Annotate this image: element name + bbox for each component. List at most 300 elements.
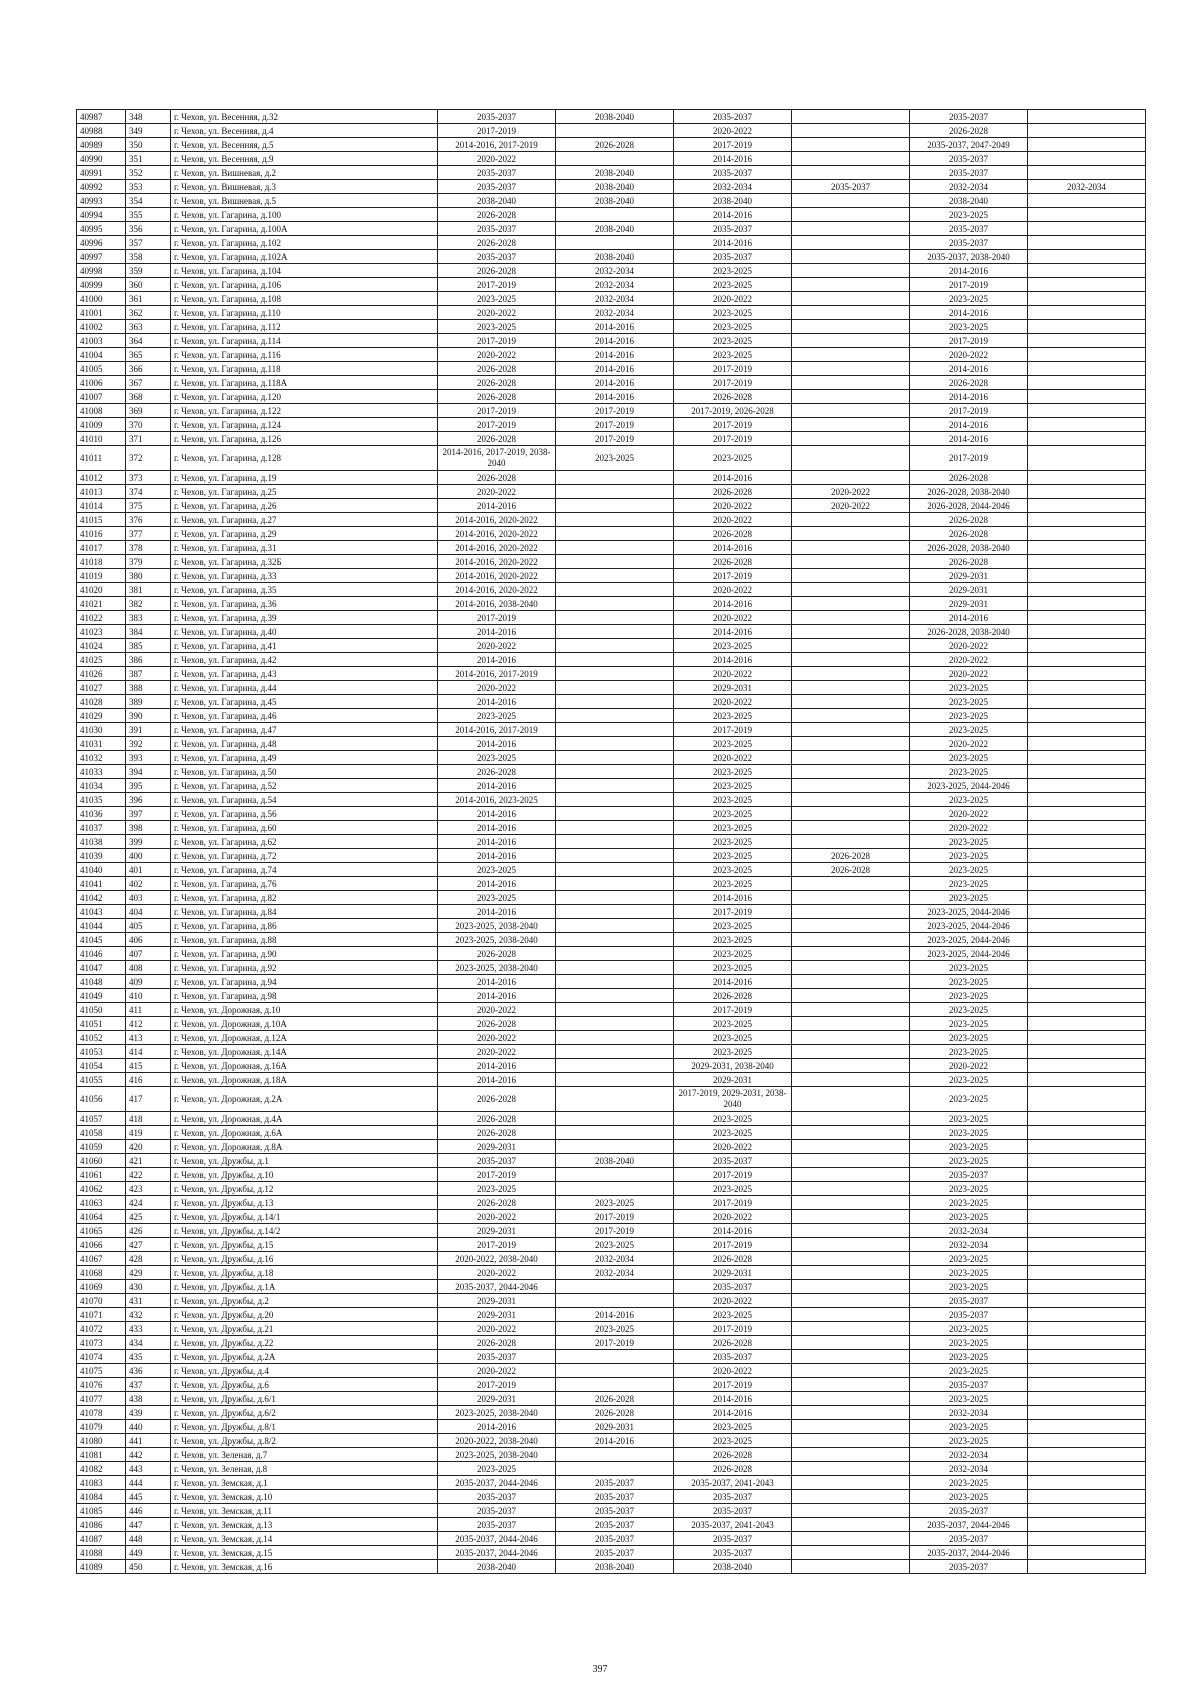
- table-cell: 430: [126, 1280, 171, 1294]
- table-cell: 2035-2037: [674, 222, 792, 236]
- table-cell: 448: [126, 1532, 171, 1546]
- table-cell: 41065: [77, 1224, 126, 1238]
- table-cell: [1028, 807, 1146, 821]
- table-cell: 2023-2025: [910, 877, 1028, 891]
- table-row: [77, 180, 1146, 194]
- table-cell: 2014-2016: [556, 1434, 674, 1448]
- table-cell: 2017-2019: [438, 1168, 556, 1182]
- table-cell: г. Чехов, ул. Гагарина, д.114: [171, 334, 438, 348]
- table-cell: 2023-2025: [910, 1196, 1028, 1210]
- table-cell: 41019: [77, 569, 126, 583]
- table-cell: 364: [126, 334, 171, 348]
- table-cell: [1028, 1112, 1146, 1126]
- table-cell: 41089: [77, 1560, 126, 1574]
- table-cell: 41023: [77, 625, 126, 639]
- table-cell: 2017-2019: [674, 905, 792, 919]
- table-cell: 2020-2022: [438, 348, 556, 362]
- table-cell: 2032-2034: [556, 306, 674, 320]
- table-cell: 2023-2025: [910, 1252, 1028, 1266]
- table-cell: г. Чехов, ул. Дружбы, д.14/1: [171, 1210, 438, 1224]
- table-cell: 2038-2040: [556, 166, 674, 180]
- table-cell: 2017-2019: [556, 1224, 674, 1238]
- table-cell: [556, 933, 674, 947]
- table-cell: 362: [126, 306, 171, 320]
- table-cell: г. Чехов, ул. Дружбы, д.15: [171, 1238, 438, 1252]
- table-cell: 2023-2025: [910, 975, 1028, 989]
- table-cell: 2014-2016, 2023-2025: [438, 793, 556, 807]
- table-cell: 2023-2025: [674, 264, 792, 278]
- table-cell: 419: [126, 1126, 171, 1140]
- table-cell: 375: [126, 499, 171, 513]
- table-row: [77, 124, 1146, 138]
- table-cell: 2023-2025: [674, 961, 792, 975]
- table-cell: 2026-2028: [438, 1017, 556, 1031]
- table-cell: г. Чехов, ул. Дружбы, д.6: [171, 1378, 438, 1392]
- table-cell: 2014-2016: [674, 541, 792, 555]
- table-cell: 2014-2016, 2020-2022: [438, 569, 556, 583]
- table-cell: 389: [126, 695, 171, 709]
- table-cell: 2017-2019: [674, 1003, 792, 1017]
- table-cell: 2023-2025: [438, 1182, 556, 1196]
- table-cell: г. Чехов, ул. Дружбы, д.14/2: [171, 1224, 438, 1238]
- table-row: [77, 737, 1146, 751]
- table-cell: 368: [126, 390, 171, 404]
- table-cell: [1028, 110, 1146, 124]
- table-cell: 2014-2016: [438, 975, 556, 989]
- table-cell: 41067: [77, 1252, 126, 1266]
- table-row: [77, 152, 1146, 166]
- table-cell: [556, 709, 674, 723]
- table-row: [77, 376, 1146, 390]
- table-cell: 2023-2025: [438, 292, 556, 306]
- table-cell: г. Чехов, ул. Земская, д.16: [171, 1560, 438, 1574]
- table-cell: г. Чехов, ул. Гагарина, д.60: [171, 821, 438, 835]
- table-cell: 2026-2028: [910, 555, 1028, 569]
- table-cell: [1028, 404, 1146, 418]
- table-row: [77, 905, 1146, 919]
- table-row: [77, 166, 1146, 180]
- table-cell: 2023-2025: [910, 1350, 1028, 1364]
- table-cell: [792, 1087, 910, 1112]
- table-cell: [792, 292, 910, 306]
- table-cell: [792, 905, 910, 919]
- table-cell: 2017-2019: [556, 1336, 674, 1350]
- table-cell: 383: [126, 611, 171, 625]
- table-cell: 2023-2025: [674, 807, 792, 821]
- table-cell: 2014-2016: [674, 208, 792, 222]
- table-cell: 2023-2025: [910, 891, 1028, 905]
- table-cell: г. Чехов, ул. Гагарина, д.25: [171, 485, 438, 499]
- table-cell: [556, 1140, 674, 1154]
- table-cell: [792, 709, 910, 723]
- table-row: [77, 597, 1146, 611]
- table-cell: г. Чехов, ул. Гагарина, д.45: [171, 695, 438, 709]
- table-cell: [1028, 1462, 1146, 1476]
- table-cell: 41040: [77, 863, 126, 877]
- table-cell: 41039: [77, 849, 126, 863]
- table-cell: 41011: [77, 446, 126, 471]
- table-cell: [1028, 348, 1146, 362]
- table-cell: [792, 1280, 910, 1294]
- table-cell: 2035-2037, 2044-2046: [910, 1518, 1028, 1532]
- table-cell: г. Чехов, ул. Дорожная, д.10А: [171, 1017, 438, 1031]
- table-cell: [1028, 236, 1146, 250]
- table-cell: 356: [126, 222, 171, 236]
- table-cell: [1028, 390, 1146, 404]
- table-cell: [792, 681, 910, 695]
- table-row: [77, 306, 1146, 320]
- table-cell: г. Чехов, ул. Гагарина, д.118: [171, 362, 438, 376]
- table-cell: [556, 821, 674, 835]
- table-cell: 403: [126, 891, 171, 905]
- table-cell: [1028, 919, 1146, 933]
- table-cell: 41029: [77, 709, 126, 723]
- table-cell: 2029-2031: [438, 1294, 556, 1308]
- table-cell: 41082: [77, 1462, 126, 1476]
- table-body: [77, 110, 1146, 1574]
- table-cell: г. Чехов, ул. Дружбы, д.18: [171, 1266, 438, 1280]
- table-cell: [792, 236, 910, 250]
- table-cell: 386: [126, 653, 171, 667]
- table-cell: 41010: [77, 432, 126, 446]
- table-cell: [792, 695, 910, 709]
- table-cell: 2023-2025: [674, 849, 792, 863]
- table-cell: 2035-2037: [438, 166, 556, 180]
- table-cell: 40996: [77, 236, 126, 250]
- table-cell: [792, 793, 910, 807]
- table-cell: 351: [126, 152, 171, 166]
- table-cell: 41007: [77, 390, 126, 404]
- table-cell: 450: [126, 1560, 171, 1574]
- table-cell: [1028, 1266, 1146, 1280]
- table-cell: 2026-2028: [674, 555, 792, 569]
- table-cell: 424: [126, 1196, 171, 1210]
- table-cell: 355: [126, 208, 171, 222]
- table-cell: г. Чехов, ул. Дружбы, д.10: [171, 1168, 438, 1182]
- table-cell: г. Чехов, ул. Дружбы, д.13: [171, 1196, 438, 1210]
- table-cell: 2023-2025: [910, 1476, 1028, 1490]
- table-cell: 2020-2022: [910, 821, 1028, 835]
- table-cell: [1028, 1210, 1146, 1224]
- table-cell: 377: [126, 527, 171, 541]
- table-cell: 358: [126, 250, 171, 264]
- table-row: [77, 1196, 1146, 1210]
- table-cell: 2032-2034: [556, 278, 674, 292]
- table-cell: [1028, 1546, 1146, 1560]
- table-cell: [792, 919, 910, 933]
- table-row: [77, 541, 1146, 555]
- table-cell: [1028, 961, 1146, 975]
- table-cell: [556, 597, 674, 611]
- table-cell: 2038-2040: [556, 1154, 674, 1168]
- table-cell: [792, 1420, 910, 1434]
- table-cell: 413: [126, 1031, 171, 1045]
- table-cell: 2026-2028: [674, 485, 792, 499]
- table-cell: 2026-2028: [438, 236, 556, 250]
- table-cell: 2014-2016: [556, 320, 674, 334]
- table-cell: [792, 1322, 910, 1336]
- table-cell: 2023-2025: [910, 1003, 1028, 1017]
- table-cell: 41027: [77, 681, 126, 695]
- table-cell: 2035-2037: [674, 1490, 792, 1504]
- table-cell: г. Чехов, ул. Гагарина, д.54: [171, 793, 438, 807]
- table-cell: 2032-2034: [910, 1406, 1028, 1420]
- table-cell: 2014-2016: [556, 362, 674, 376]
- table-cell: 2026-2028: [438, 432, 556, 446]
- table-cell: [792, 1476, 910, 1490]
- table-cell: [792, 1336, 910, 1350]
- table-row: [77, 849, 1146, 863]
- table-cell: 41072: [77, 1322, 126, 1336]
- table-cell: 2023-2025: [674, 1126, 792, 1140]
- table-cell: 2023-2025: [674, 863, 792, 877]
- table-cell: 2026-2028: [792, 849, 910, 863]
- table-cell: 2035-2037: [674, 250, 792, 264]
- table-cell: 2020-2022: [674, 695, 792, 709]
- table-cell: 2035-2037: [438, 222, 556, 236]
- table-cell: [792, 1378, 910, 1392]
- table-cell: 2023-2025: [910, 1434, 1028, 1448]
- table-cell: 2035-2037, 2041-2043: [674, 1476, 792, 1490]
- table-cell: 438: [126, 1392, 171, 1406]
- table-cell: 372: [126, 446, 171, 471]
- table-cell: 2023-2025: [438, 891, 556, 905]
- table-cell: 2014-2016, 2038-2040: [438, 597, 556, 611]
- table-cell: [792, 569, 910, 583]
- table-cell: [792, 1182, 910, 1196]
- table-cell: 420: [126, 1140, 171, 1154]
- table-row: [77, 1017, 1146, 1031]
- table-cell: 2014-2016, 2017-2019: [438, 723, 556, 737]
- table-row: [77, 863, 1146, 877]
- table-row: [77, 1490, 1146, 1504]
- table-cell: [1028, 362, 1146, 376]
- table-cell: [556, 905, 674, 919]
- table-cell: [792, 891, 910, 905]
- table-cell: 2020-2022: [674, 124, 792, 138]
- table-cell: 2038-2040: [674, 194, 792, 208]
- table-cell: 2026-2028: [674, 989, 792, 1003]
- table-cell: 2023-2025: [674, 933, 792, 947]
- table-cell: 41081: [77, 1448, 126, 1462]
- table-cell: 41079: [77, 1420, 126, 1434]
- table-cell: 2023-2025: [910, 1073, 1028, 1087]
- table-cell: 385: [126, 639, 171, 653]
- table-cell: г. Чехов, ул. Дружбы, д.1А: [171, 1280, 438, 1294]
- table-cell: г. Чехов, ул. Гагарина, д.108: [171, 292, 438, 306]
- table-cell: 2026-2028: [674, 1448, 792, 1462]
- table-cell: [1028, 166, 1146, 180]
- table-cell: 410: [126, 989, 171, 1003]
- table-cell: [792, 1546, 910, 1560]
- table-cell: [792, 1448, 910, 1462]
- table-cell: [792, 975, 910, 989]
- table-cell: г. Чехов, ул. Гагарина, д.88: [171, 933, 438, 947]
- table-cell: [792, 989, 910, 1003]
- table-cell: 41088: [77, 1546, 126, 1560]
- table-cell: 359: [126, 264, 171, 278]
- table-cell: 2023-2025: [674, 765, 792, 779]
- table-cell: 446: [126, 1504, 171, 1518]
- table-cell: 2014-2016, 2020-2022: [438, 527, 556, 541]
- table-cell: 2029-2031: [910, 569, 1028, 583]
- table-row: [77, 1045, 1146, 1059]
- table-cell: [1028, 1154, 1146, 1168]
- table-cell: 40998: [77, 264, 126, 278]
- table-row: [77, 1532, 1146, 1546]
- table-cell: [556, 152, 674, 166]
- table-row: [77, 513, 1146, 527]
- table-cell: [792, 1504, 910, 1518]
- table-cell: 2023-2025: [910, 1266, 1028, 1280]
- table-cell: 2023-2025, 2038-2040: [438, 961, 556, 975]
- table-cell: 363: [126, 320, 171, 334]
- table-cell: [1028, 1392, 1146, 1406]
- table-cell: 2017-2019: [438, 404, 556, 418]
- table-cell: [556, 737, 674, 751]
- table-cell: [556, 1294, 674, 1308]
- table-cell: 2026-2028: [556, 138, 674, 152]
- table-cell: 2020-2022: [674, 667, 792, 681]
- table-row: [77, 1112, 1146, 1126]
- table-cell: 2023-2025, 2044-2046: [910, 779, 1028, 793]
- table-cell: [792, 779, 910, 793]
- table-cell: г. Чехов, ул. Гагарина, д.43: [171, 667, 438, 681]
- table-row: [77, 1126, 1146, 1140]
- table-cell: 2014-2016: [674, 471, 792, 485]
- table-cell: 2035-2037: [556, 1490, 674, 1504]
- table-cell: 2020-2022: [674, 513, 792, 527]
- table-cell: 2020-2022: [910, 639, 1028, 653]
- table-cell: 2029-2031: [438, 1224, 556, 1238]
- table-cell: 2026-2028: [674, 527, 792, 541]
- table-cell: [792, 653, 910, 667]
- table-row: [77, 1364, 1146, 1378]
- table-row: [77, 1031, 1146, 1045]
- table-cell: 41061: [77, 1168, 126, 1182]
- table-cell: г. Чехов, ул. Гагарина, д.94: [171, 975, 438, 989]
- table-row: [77, 1322, 1146, 1336]
- table-cell: 2032-2034: [556, 292, 674, 306]
- table-cell: 2026-2028: [556, 1392, 674, 1406]
- table-cell: 41051: [77, 1017, 126, 1031]
- table-cell: 2023-2025: [910, 765, 1028, 779]
- table-cell: [1028, 1073, 1146, 1087]
- table-cell: 2017-2019: [674, 432, 792, 446]
- table-cell: [556, 1073, 674, 1087]
- table-cell: [556, 1378, 674, 1392]
- table-cell: 2020-2022: [438, 1003, 556, 1017]
- table-cell: 2035-2037: [556, 1518, 674, 1532]
- table-cell: 439: [126, 1406, 171, 1420]
- table-cell: 41045: [77, 933, 126, 947]
- table-row: [77, 835, 1146, 849]
- table-cell: 2029-2031: [438, 1308, 556, 1322]
- table-cell: 41021: [77, 597, 126, 611]
- table-cell: г. Чехов, ул. Гагарина, д.32Б: [171, 555, 438, 569]
- table-cell: [792, 611, 910, 625]
- table-cell: г. Чехов, ул. Гагарина, д.100: [171, 208, 438, 222]
- table-cell: 2023-2025: [910, 1364, 1028, 1378]
- table-cell: 2014-2016: [556, 348, 674, 362]
- table-cell: г. Чехов, ул. Гагарина, д.104: [171, 264, 438, 278]
- table-cell: г. Чехов, ул. Дружбы, д.12: [171, 1182, 438, 1196]
- table-cell: [792, 961, 910, 975]
- table-cell: [792, 947, 910, 961]
- table-cell: 2017-2019, 2029-2031, 2038-2040: [674, 1087, 792, 1112]
- table-cell: 41033: [77, 765, 126, 779]
- table-cell: 2017-2019: [438, 1238, 556, 1252]
- table-cell: 370: [126, 418, 171, 432]
- table-cell: 2032-2034: [910, 1238, 1028, 1252]
- table-cell: 401: [126, 863, 171, 877]
- table-cell: 2035-2037, 2044-2046: [438, 1546, 556, 1560]
- table-cell: 427: [126, 1238, 171, 1252]
- table-cell: 2023-2025: [910, 1017, 1028, 1031]
- table-cell: г. Чехов, ул. Дружбы, д.1: [171, 1154, 438, 1168]
- table-cell: 41069: [77, 1280, 126, 1294]
- table-cell: 2035-2037: [438, 180, 556, 194]
- table-cell: [792, 1003, 910, 1017]
- table-cell: [792, 320, 910, 334]
- table-cell: 2023-2025, 2044-2046: [910, 919, 1028, 933]
- table-cell: 444: [126, 1476, 171, 1490]
- table-cell: 2026-2028: [438, 1126, 556, 1140]
- table-row: [77, 1420, 1146, 1434]
- table-cell: [556, 667, 674, 681]
- table-row: [77, 110, 1146, 124]
- table-cell: 2020-2022: [438, 681, 556, 695]
- table-cell: [556, 779, 674, 793]
- table-cell: 2023-2025: [910, 989, 1028, 1003]
- table-cell: [792, 1045, 910, 1059]
- table-cell: [1028, 1252, 1146, 1266]
- table-cell: [556, 1280, 674, 1294]
- table-row: [77, 348, 1146, 362]
- table-cell: [1028, 320, 1146, 334]
- table-cell: г. Чехов, ул. Гагарина, д.86: [171, 919, 438, 933]
- table-cell: 404: [126, 905, 171, 919]
- table-cell: г. Чехов, ул. Дружбы, д.2А: [171, 1350, 438, 1364]
- table-row: [77, 1238, 1146, 1252]
- table-cell: [1028, 555, 1146, 569]
- table-cell: 2035-2037: [910, 1294, 1028, 1308]
- table-cell: г. Чехов, ул. Дружбы, д.8/2: [171, 1434, 438, 1448]
- table-cell: 2023-2025: [910, 1140, 1028, 1154]
- table-cell: г. Чехов, ул. Весенняя, д.5: [171, 138, 438, 152]
- table-cell: 2014-2016: [910, 611, 1028, 625]
- table-cell: [556, 1045, 674, 1059]
- table-cell: [556, 1182, 674, 1196]
- table-cell: 411: [126, 1003, 171, 1017]
- table-cell: [1028, 905, 1146, 919]
- table-cell: г. Чехов, ул. Дружбы, д.8/1: [171, 1420, 438, 1434]
- table-cell: 2035-2037: [674, 1504, 792, 1518]
- table-cell: 2017-2019: [438, 124, 556, 138]
- table-cell: 41002: [77, 320, 126, 334]
- table-cell: 41034: [77, 779, 126, 793]
- table-cell: [792, 1560, 910, 1574]
- table-cell: 2023-2025: [438, 863, 556, 877]
- table-cell: 2026-2028: [792, 863, 910, 877]
- table-cell: [792, 835, 910, 849]
- table-cell: 2023-2025: [910, 1490, 1028, 1504]
- table-cell: 2023-2025: [674, 1420, 792, 1434]
- table-cell: г. Чехов, ул. Дружбы, д.21: [171, 1322, 438, 1336]
- table-row: [77, 1406, 1146, 1420]
- table-cell: 2014-2016, 2020-2022: [438, 513, 556, 527]
- table-cell: [1028, 499, 1146, 513]
